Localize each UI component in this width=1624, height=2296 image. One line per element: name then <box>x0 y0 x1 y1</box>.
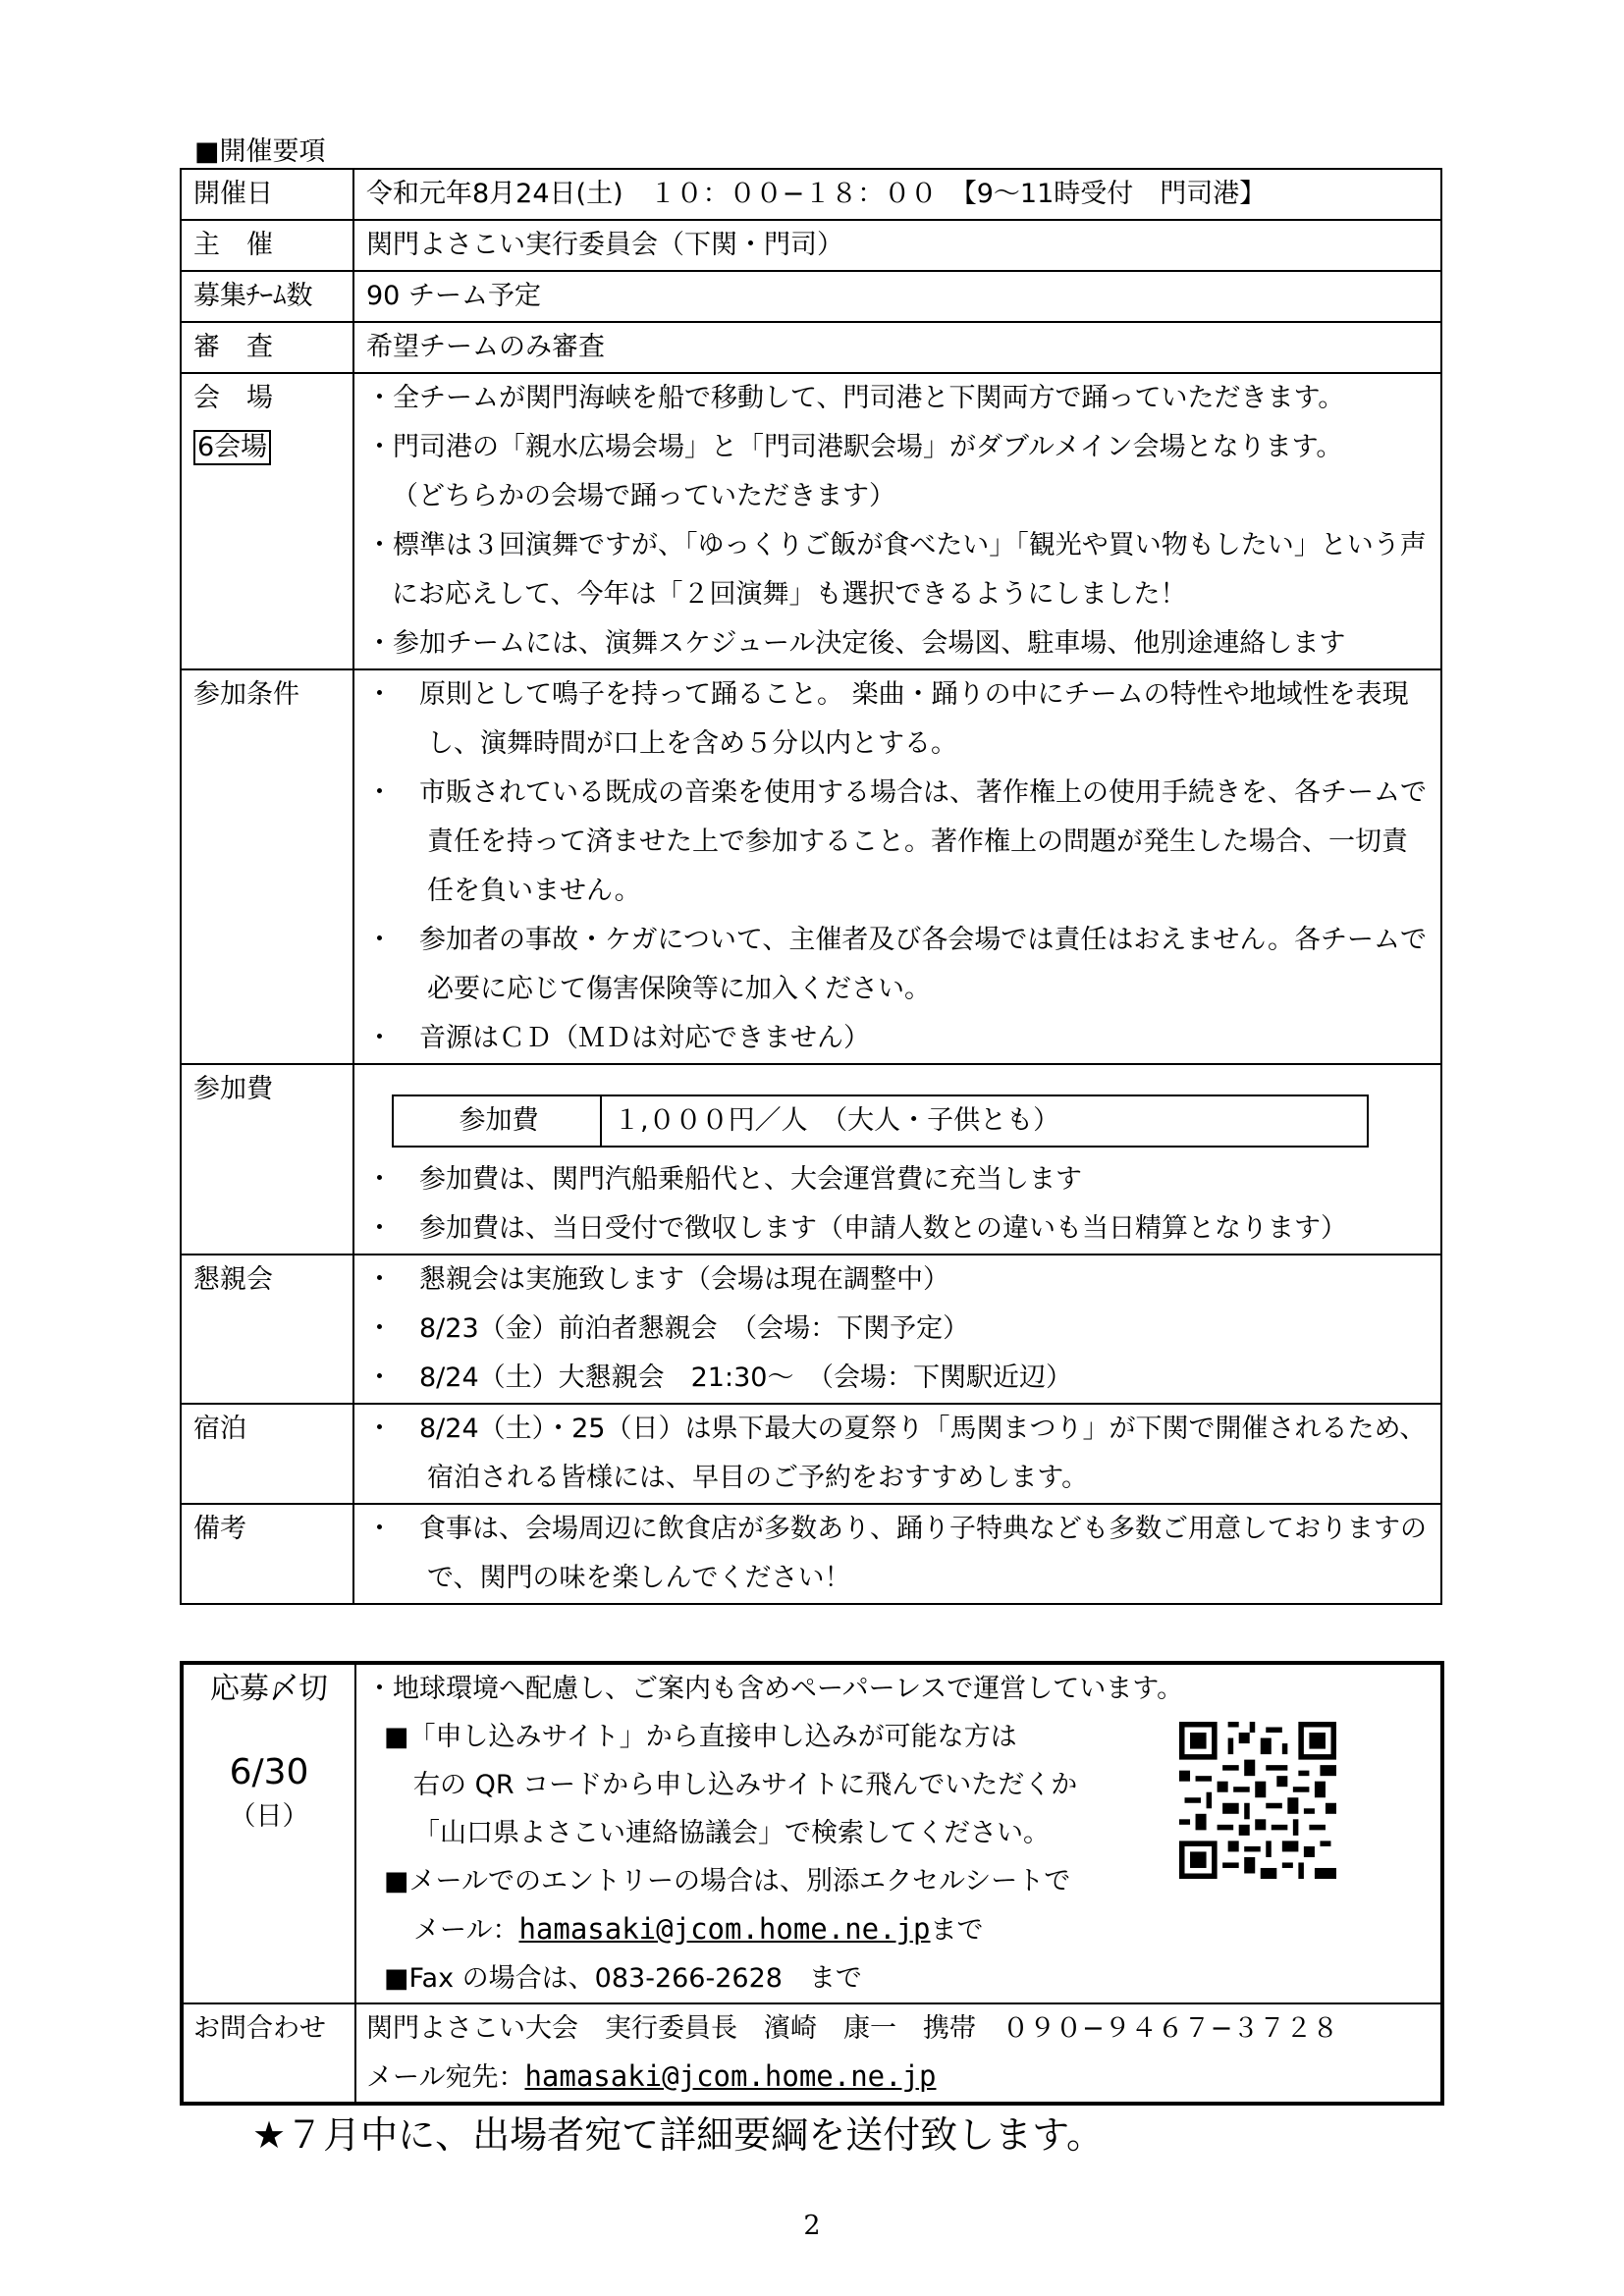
row-fee <box>181 1064 1441 1255</box>
venue-line: ・門司港の「親水広場会場」と「門司港駅会場」がダブルメイン会場となります。 <box>366 432 1343 462</box>
venue-line: ・参加チームには、演舞スケジュール決定後、会場図、駐車場、他別途連絡します <box>366 628 1346 659</box>
application-table <box>180 1661 1444 2106</box>
row-party <box>181 1255 1441 1404</box>
row-label: 審 査 <box>181 322 353 373</box>
row-review <box>181 322 1441 373</box>
party-item: ・ 懇親会は実施致します（会場は現在調整中） <box>366 1264 949 1295</box>
venue-line: ・標準は３回演舞ですが、「ゆっくりご飯が食べたい」「観光や買い物もしたい」という声にお応えして、今年は「２回演舞」も選択できるようにしました！ <box>366 530 1427 610</box>
apply-line: ■メールでのエントリーの場合は、別添エクセルシートで <box>384 1866 1071 1896</box>
row-value <box>353 1064 1441 1255</box>
apply-line: ・地球環境へ配慮し、ご案内も含めペーパーレスで運営しています。 <box>366 1674 1184 1704</box>
row-value <box>353 1404 1441 1504</box>
party-item: ・ 8/23（金）前泊者懇親会 （会場：下関予定） <box>366 1313 970 1344</box>
contact-email-link[interactable]: hamasaki@jcom.home.ne.jp <box>524 2059 937 2093</box>
condition-item: ・ 音源はＣＤ（ＭＤは対応できません） <box>366 1023 870 1053</box>
apply-line: 右の QR コードから申し込みサイトに飛んでいただくか <box>413 1770 1078 1800</box>
venue-label: 会 場 <box>193 383 273 413</box>
row-label: 参加費 <box>181 1064 353 1255</box>
fee-item: ・ 参加費は、当日受付で徴収します（申請人数との違いも当日精算となります） <box>366 1213 1347 1244</box>
deadline-date: 6/30 <box>229 1752 309 1792</box>
section-title: ■開催要項 <box>194 136 326 167</box>
row-value <box>353 1504 1441 1604</box>
row-venue <box>181 373 1441 669</box>
venue-line: （どちらかの会場で踊っていただきます） <box>392 481 895 511</box>
fee-item: ・ 参加費は、関門汽船乗船代と、大会運営費に充当します <box>366 1164 1082 1195</box>
deadline-day: （日） <box>229 1801 309 1832</box>
contact-label: お問合わせ <box>182 2003 355 2104</box>
row-label: 備考 <box>181 1504 353 1604</box>
row-value <box>353 1255 1441 1404</box>
row-value <box>353 669 1441 1064</box>
row-label: 開催日 <box>181 169 353 220</box>
row-teams <box>181 271 1441 322</box>
apply-line: ■Fax の場合は、083-266-2628 まで <box>384 1963 862 1994</box>
row-label: 懇親会 <box>181 1255 353 1404</box>
row-host <box>181 220 1441 271</box>
row-value: 希望チームのみ審査 <box>353 322 1441 373</box>
notes-item: ・ 食事は、会場周辺に飲食店が多数あり、踊り子特典なども多数ご用意しておりますので、関門の味を楽しんでください！ <box>366 1514 1427 1593</box>
apply-line: ■「申し込みサイト」から直接申し込みが可能な方は <box>384 1722 1017 1752</box>
contact-content <box>355 2003 1442 2104</box>
row-value <box>353 373 1441 669</box>
venue-count-badge: 6会場 <box>193 430 271 465</box>
qr-code-icon[interactable] <box>1179 1722 1336 1879</box>
condition-item: ・ 原則として鳴子を持って踊ること。 楽曲・踊りの中にチームの特性や地域性を表現し、演舞時間が口上を含め５分以内とする。 <box>366 679 1409 759</box>
venue-line: ・全チームが関門海峡を船で移動して、門司港と下関両方で踊っていただきます。 <box>366 383 1345 413</box>
row-value: 令和元年8月24日(土) １０：００−１８：００ 【9～11時受付 門司港】 <box>353 169 1441 220</box>
row-stay <box>181 1404 1441 1504</box>
row-notes <box>181 1504 1441 1604</box>
row-conditions <box>181 669 1441 1064</box>
apply-line: メール：hamasaki@jcom.home.ne.jpまで <box>413 1912 984 1946</box>
row-date <box>181 169 1441 220</box>
row-contact <box>182 2003 1442 2104</box>
stay-item: ・ 8/24（土）・25（日）は県下最大の夏祭り「馬関まつり」が下関で開催されるため、宿泊される皆様には、早目のご予約をおすすめします。 <box>366 1414 1427 1493</box>
fee-box-value: １,０００円／人 （大人・子供とも） <box>601 1095 1368 1147</box>
contact-line: 関門よさこい大会 実行委員長 濱崎 康一 携帯 ０９０−９４６７−３７２８ <box>366 2013 1339 2044</box>
row-label: 主 催 <box>181 220 353 271</box>
contact-line: メール宛先：hamasaki@jcom.home.ne.jp <box>366 2059 937 2093</box>
email-link[interactable]: hamasaki@jcom.home.ne.jp <box>518 1912 931 1946</box>
party-item: ・ 8/24（土）大懇親会 21:30〜 （会場：下関駅近辺） <box>366 1362 1072 1393</box>
row-label: 宿泊 <box>181 1404 353 1504</box>
fee-box <box>392 1095 1369 1148</box>
apply-line: 「山口県よさこい連絡協議会」で検索してください。 <box>413 1818 1050 1848</box>
event-details-table <box>180 168 1442 1605</box>
page-number: 2 <box>803 2211 821 2241</box>
fee-box-label: 参加費 <box>393 1095 601 1147</box>
condition-item: ・ 参加者の事故・ケガについて、主催者及び各会場では責任はおえません。各チームで必要に応じて傷害保険等に加入ください。 <box>366 925 1427 1004</box>
row-value: 関門よさこい実行委員会（下関・門司） <box>353 220 1441 271</box>
row-deadline <box>182 1663 1442 2003</box>
row-label: 参加条件 <box>181 669 353 1064</box>
deadline-label: 応募〆切 <box>210 1672 328 1706</box>
notice-text: ★７月中に、出場者宛て詳細要綱を送付致します。 <box>252 2113 1105 2157</box>
row-value: 90 チーム予定 <box>353 271 1441 322</box>
row-label: 募集ﾁｰﾑ数 <box>181 271 353 322</box>
application-content <box>355 1663 1442 2003</box>
deadline-cell <box>182 1663 355 2003</box>
condition-item: ・ 市販されている既成の音楽を使用する場合は、著作権上の使用手続きを、各チームで責任を持って済ませた上で参加すること。著作権上の問題が発生した場合、一切責任を負いません。 <box>366 777 1427 906</box>
row-label <box>181 373 353 669</box>
